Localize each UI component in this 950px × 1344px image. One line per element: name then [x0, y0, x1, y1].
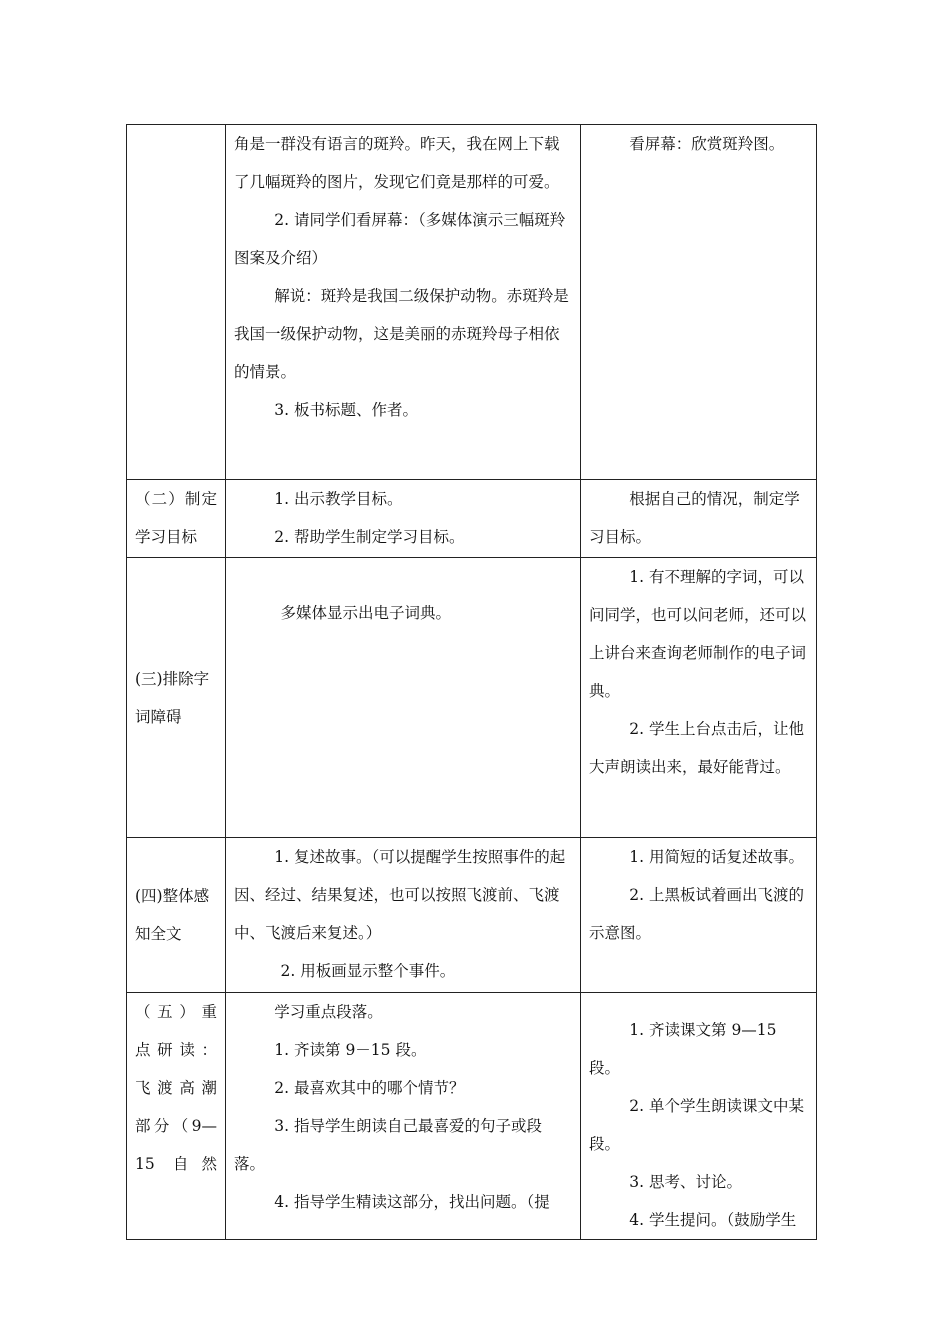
teacher-paragraph: 1. 齐读第 9－15 段。 [274, 1041, 427, 1059]
stage-line: 词障碍 [135, 707, 182, 726]
teacher-activity-cell [226, 480, 581, 558]
student-paragraph: 2. 学生上台点击后，让他大声朗读出来，最好能背过。 [589, 720, 805, 776]
teacher-paragraph: 2. 最喜欢其中的哪个情节？ [274, 1079, 465, 1097]
student-paragraph: 1. 用简短的话复述故事。 [629, 848, 805, 866]
teacher-paragraph: 1. 出示教学目标。 [274, 490, 403, 508]
student-activity-cell [581, 558, 817, 838]
teacher-paragraph: 解说：斑羚是我国二级保护动物。赤斑羚是我国一级保护动物，这是美丽的赤斑羚母子相依的情景。 [234, 287, 569, 381]
student-activity-cell [581, 125, 817, 480]
teacher-paragraph: 4. 指导学生精读这部分，找出问题。（提 [274, 1193, 550, 1211]
student-activity-cell [581, 480, 817, 558]
stage-line: （五）重 [135, 1003, 217, 1021]
stage-line: 点研读： [135, 1041, 217, 1059]
table-row [127, 838, 817, 993]
student-paragraph: 4. 学生提问。（鼓励学生 [629, 1211, 797, 1229]
teacher-paragraph: 角是一群没有语言的斑羚。昨天，我在网上下载了几幅斑羚的图片，发现它们竟是那样的可爱。 [234, 135, 560, 191]
student-paragraph: 3. 思考、讨论。 [629, 1173, 743, 1191]
stage-line: 学习目标 [135, 528, 198, 546]
student-activity-cell [581, 993, 817, 1240]
stage-cell [127, 480, 226, 558]
stage-line: (三)排除字 [135, 669, 210, 688]
stage-line: 部分（9— [135, 1117, 217, 1135]
teacher-paragraph: 2. 请同学们看屏幕：（多媒体演示三幅斑羚图案及介绍） [234, 211, 566, 267]
stage-line: 飞渡高潮 [135, 1079, 217, 1097]
student-paragraph: 看屏幕：欣赏斑羚图。 [629, 135, 785, 153]
teacher-paragraph: 学习重点段落。 [274, 1003, 383, 1021]
stage-line: （二）制定 [135, 490, 217, 508]
stage-line: 15 自然 [135, 1155, 217, 1173]
student-paragraph: 2. 单个学生朗读课文中某段。 [589, 1097, 805, 1153]
stage-cell [127, 125, 226, 480]
teacher-paragraph: 3. 指导学生朗读自己最喜爱的句子或段落。 [234, 1117, 543, 1173]
teacher-activity-cell [226, 125, 581, 480]
table-row [127, 480, 817, 558]
teacher-paragraph: 多媒体显示出电子词典。 [280, 604, 452, 622]
student-paragraph: 1. 有不理解的字词，可以问同学，也可以问老师，还可以上讲台来查询老师制作的电子词典。 [589, 568, 807, 700]
student-paragraph: 根据自己的情况，制定学习目标。 [589, 490, 800, 546]
teacher-activity-cell [226, 558, 581, 838]
table-row [127, 558, 817, 838]
stage-cell [127, 993, 226, 1240]
student-activity-cell [581, 838, 817, 993]
stage-line: 知全文 [135, 925, 182, 943]
stage-line: (四)整体感 [135, 887, 210, 905]
teacher-paragraph: 2. 用板画显示整个事件。 [280, 962, 456, 980]
stage-cell [127, 558, 226, 838]
table-row [127, 993, 817, 1240]
teacher-activity-cell [226, 993, 581, 1240]
student-paragraph: 1. 齐读课文第 9—15 段。 [589, 1021, 777, 1077]
teacher-activity-cell [226, 838, 581, 993]
teacher-paragraph: 3. 板书标题、作者。 [274, 401, 419, 419]
teacher-paragraph: 1. 复述故事。（可以提醒学生按照事件的起因、经过、结果复述，也可以按照飞渡前、飞渡中、飞渡后来复述。） [234, 848, 566, 942]
stage-cell [127, 838, 226, 993]
table-row [127, 125, 817, 480]
lesson-plan-table [126, 124, 817, 1240]
teacher-paragraph: 2. 帮助学生制定学习目标。 [274, 528, 465, 546]
student-paragraph: 2. 上黑板试着画出飞渡的示意图。 [589, 886, 805, 942]
